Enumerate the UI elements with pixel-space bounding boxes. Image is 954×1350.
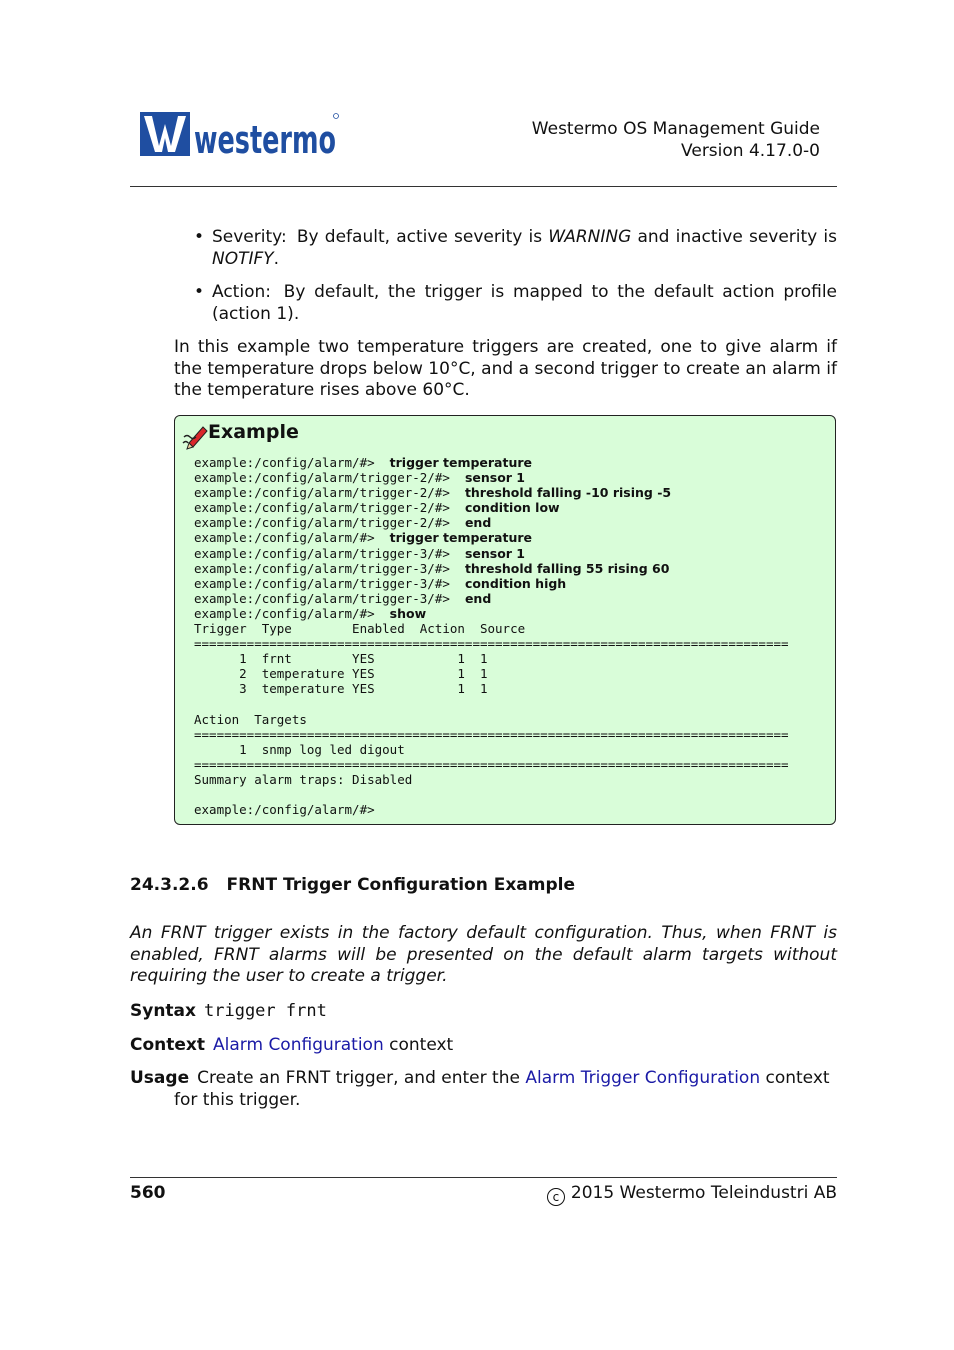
context-link[interactable]: Alarm Configuration — [213, 1035, 384, 1055]
code-prompt: example:/config/alarm/#> — [194, 530, 390, 546]
code-prompt: 1 snmp log led digout — [194, 741, 405, 757]
example-pen-icon — [181, 423, 209, 451]
code-line — [194, 666, 789, 681]
bullet-list — [194, 226, 837, 336]
code-line — [194, 697, 789, 712]
usage-text: Create an FRNT trigger, and enter the — [197, 1068, 526, 1088]
code-command: trigger temperature — [389, 455, 533, 470]
bullet-text: By default, active severity is WARNING and inactive severity is NOTIFY. — [212, 227, 837, 269]
code-line — [194, 621, 789, 636]
code-command: sensor 1 — [464, 470, 525, 486]
code-prompt: =============================================================================== — [194, 756, 789, 772]
code-command: threshold falling 55 rising 60 — [464, 560, 670, 576]
code-command: condition low — [464, 500, 560, 516]
code-command: condition high — [464, 575, 567, 591]
section-number: 24.3.2.6 — [130, 875, 209, 895]
code-prompt: example:/config/alarm/#> — [194, 455, 390, 470]
code-prompt: 1 frnt YES 1 1 — [194, 651, 488, 667]
code-line — [194, 757, 789, 772]
code-prompt: =============================================================================== — [194, 726, 789, 742]
page-number: 560 — [130, 1183, 166, 1203]
code-line — [194, 500, 789, 515]
code-line — [194, 576, 789, 591]
code-command: end — [464, 590, 492, 606]
westermo-logo — [140, 110, 340, 162]
code-line — [194, 802, 789, 817]
code-prompt: example:/config/alarm/trigger-3/#> — [194, 575, 465, 591]
code-line — [194, 772, 789, 787]
code-prompt: =============================================================================== — [194, 636, 789, 652]
header-divider — [130, 186, 837, 187]
context-suffix: context — [383, 1035, 454, 1055]
example-label: Example — [208, 421, 299, 443]
code-block — [194, 455, 789, 817]
code-prompt: example:/config/alarm/trigger-3/#> — [194, 545, 465, 561]
guide-name: Westermo OS Management Guide — [531, 119, 820, 139]
code-line — [194, 485, 789, 500]
code-prompt: example:/config/alarm/trigger-3/#> — [194, 590, 465, 606]
bullet-label: Action: — [212, 282, 271, 302]
list-item — [194, 226, 837, 270]
code-prompt: example:/config/alarm/#> — [194, 802, 375, 818]
code-prompt: example:/config/alarm/trigger-2/#> — [194, 500, 465, 516]
code-command: sensor 1 — [464, 545, 525, 561]
syntax-value: trigger frnt — [204, 1001, 327, 1021]
code-line — [194, 681, 789, 696]
section-title: FRNT Trigger Configuration Example — [226, 875, 576, 895]
copyright — [547, 1183, 837, 1206]
code-line — [194, 515, 789, 530]
code-prompt: Action Targets — [194, 711, 307, 727]
bullet-label: Severity: — [212, 227, 287, 247]
code-line — [194, 651, 789, 666]
page-header — [130, 105, 837, 187]
code-prompt: example:/config/alarm/trigger-2/#> — [194, 470, 465, 486]
svg-text:westermo: westermo — [194, 118, 336, 162]
bullet-icon: • — [194, 282, 205, 302]
context-row — [130, 1034, 837, 1056]
code-prompt: 3 temperature YES 1 1 — [194, 681, 488, 697]
usage-link[interactable]: Alarm Trigger Configuration — [525, 1068, 761, 1088]
code-prompt: example:/config/alarm/trigger-2/#> — [194, 485, 465, 501]
code-prompt: example:/config/alarm/#> — [194, 605, 390, 621]
guide-title — [532, 118, 820, 162]
usage-continuation: for this trigger. — [174, 1090, 301, 1110]
syntax-key: Syntax — [130, 1001, 196, 1021]
code-command: trigger temperature — [389, 530, 533, 546]
code-command: threshold falling -10 rising -5 — [464, 485, 672, 501]
code-prompt: 2 temperature YES 1 1 — [194, 666, 488, 682]
syntax-row — [130, 1000, 837, 1022]
code-line — [194, 455, 789, 470]
copyright-text: 2015 Westermo Teleindustri AB — [570, 1183, 837, 1203]
code-prompt: example:/config/alarm/trigger-2/#> — [194, 515, 465, 531]
usage-key: Usage — [130, 1068, 190, 1088]
code-line — [194, 636, 789, 651]
list-item — [194, 281, 837, 325]
context-key: Context — [130, 1035, 206, 1055]
code-line — [194, 742, 789, 757]
code-prompt: example:/config/alarm/trigger-3/#> — [194, 560, 465, 576]
code-line — [194, 606, 789, 621]
code-line — [194, 470, 789, 485]
copyright-icon: c — [547, 1188, 565, 1206]
code-line — [194, 727, 789, 742]
code-line — [194, 787, 789, 802]
bullet-text: By default, the trigger is mapped to the default action profile (action 1). — [212, 282, 838, 324]
code-command: end — [464, 515, 492, 531]
code-prompt: Trigger Type Enabled Action Source — [194, 621, 526, 637]
usage-row — [130, 1067, 837, 1111]
code-prompt: Summary alarm traps: Disabled — [194, 771, 413, 787]
section-description: An FRNT trigger exists in the factory default configuration. Thus, when FRNT is enabled, FRNT alarms will be presented on the default alarm targets without requiring the user to create a trigger. — [130, 923, 837, 986]
code-line — [194, 530, 789, 545]
code-command: show — [389, 605, 427, 621]
code-line — [194, 591, 789, 606]
usage-suffix: context — [760, 1068, 830, 1088]
code-line — [194, 561, 789, 576]
footer-divider — [130, 1177, 837, 1178]
code-line — [194, 546, 789, 561]
bullet-icon: • — [194, 227, 205, 247]
section-heading — [130, 875, 575, 895]
example-box — [174, 415, 836, 825]
intro-paragraph: In this example two temperature triggers are created, one to give alarm if the temperature drops below 10°C, and a second trigger to create an alarm if the temperature rises above 60°C. — [174, 337, 837, 400]
guide-version: Version 4.17.0-0 — [681, 141, 820, 161]
code-line — [194, 712, 789, 727]
